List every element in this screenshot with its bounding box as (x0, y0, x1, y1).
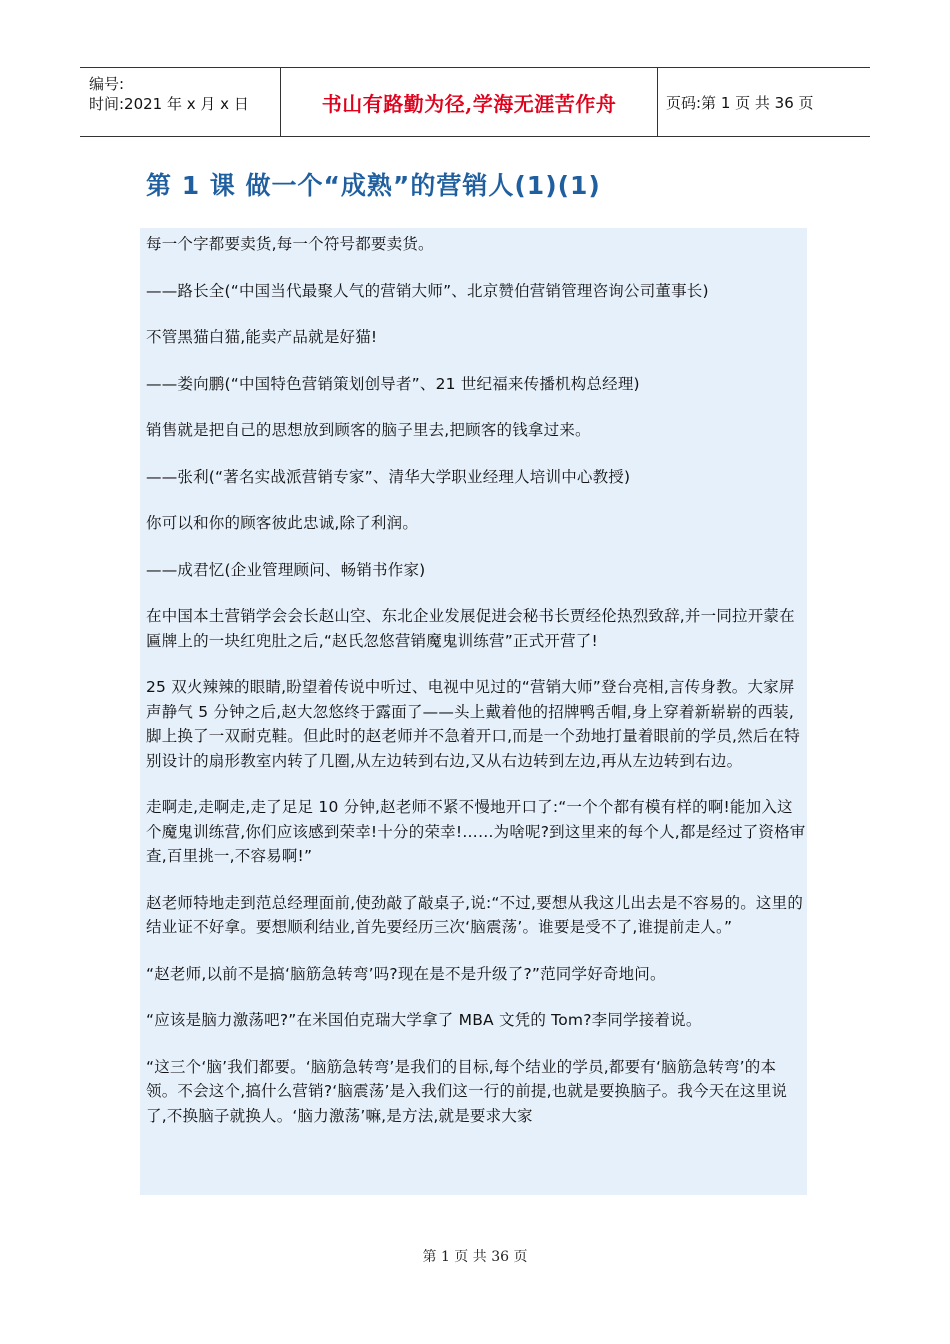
paragraph: 每一个字都要卖货,每一个符号都要卖货。 (146, 235, 434, 253)
paragraph: 在中国本土营销学会会长赵山空、东北企业发展促进会秘书长贾经伦热烈致辞,并一同拉开蒙在匾牌上的一块红兜肚之后,“赵氏忽悠营销魔鬼训练营”正式开营了! (146, 607, 795, 650)
paragraph: ——成君忆(企业管理顾问、畅销书作家) (146, 560, 426, 579)
time-label: 时间:2021 年 x 月 x 日 (89, 95, 249, 113)
body-text-area (140, 228, 807, 1195)
header-motto-cell (281, 68, 658, 136)
paragraph: “这三个‘脑’我们都要。‘脑筋急转弯’是我们的目标,每个结业的学员,都要有‘脑筋急转弯’的本领。不会这个,搞什么营销?‘脑震荡’是入我们这一行的前提,也就是要换脑子。我今天在这里说了,不换脑子就换人。‘脑力激荡’嘛,是方法,就是要求大家 (146, 1057, 788, 1125)
paragraph: 25 双火辣辣的眼睛,盼望着传说中听过、电视中见过的“营销大师”登台亮相,言传身教。大家屏声静气 5 分钟之后,赵大忽悠终于露面了——头上戴着他的招牌鸭舌帽,身上穿着新崭崭的西装,脚上换了一双耐克鞋。但此时的赵老师并不急着开口,而是一个劲地打量着眼前的学员,然后在特别设计的扇形教室内转了几圈,从左边转到右边,又从右边转到左边,再从左边转到右边。 (146, 678, 800, 770)
number-label: 编号: (89, 75, 125, 93)
paragraph: “应该是脑力激荡吧?”在米国伯克瑞大学拿了 MBA 文凭的 Tom?李同学接着说。 (146, 1011, 702, 1029)
paragraph: ——娄向鹏(“中国特色营销策划创导者”、21 世纪福来传播机构总经理) (146, 374, 640, 393)
paragraph: “赵老师,以前不是搞‘脑筋急转弯’吗?现在是不是升级了?”范同学好奇地问。 (146, 964, 666, 983)
paragraph: 不管黑猫白猫,能卖产品就是好猫! (146, 328, 378, 346)
paragraph: ——路长全(“中国当代最聚人气的营销大师”、北京赞伯营销管理咨询公司董事长) (146, 281, 709, 300)
header-page-info: 页码:第 1 页 共 36 页 (666, 93, 814, 112)
paragraph: 走啊走,走啊走,走了足足 10 分钟,赵老师不紧不慢地开口了:“一个个都有模有样的啊!能加入这个魔鬼训练营,你们应该感到荣幸!十分的荣幸!……为啥呢?到这里来的每个人,都是经过了资格审查,百里挑一,不容易啊!” (146, 798, 806, 865)
page-footer: 第 1 页 共 36 页 (422, 1249, 528, 1265)
lesson-title: 第 1 课 做一个“成熟”的营销人(1)(1) (146, 171, 601, 200)
paragraph: ——张利(“著名实战派营销专家”、清华大学职业经理人培训中心教授) (146, 467, 631, 486)
header-meta (80, 68, 281, 136)
paragraph: 赵老师特地走到范总经理面前,使劲敲了敲桌子,说:“不过,要想从我这儿出去是不容易的。这里的结业证不好拿。要想顺利结业,首先要经历三次‘脑震荡’。谁要是受不了,谁提前走人。” (146, 893, 804, 936)
paragraph: 销售就是把自己的思想放到顾客的脑子里去,把顾客的钱拿过来。 (146, 421, 591, 439)
paragraph: 你可以和你的顾客彼此忠诚,除了利润。 (146, 514, 419, 532)
document-header (80, 67, 870, 137)
motto-text: 书山有路勤为径,学海无涯苦作舟 (321, 91, 617, 116)
